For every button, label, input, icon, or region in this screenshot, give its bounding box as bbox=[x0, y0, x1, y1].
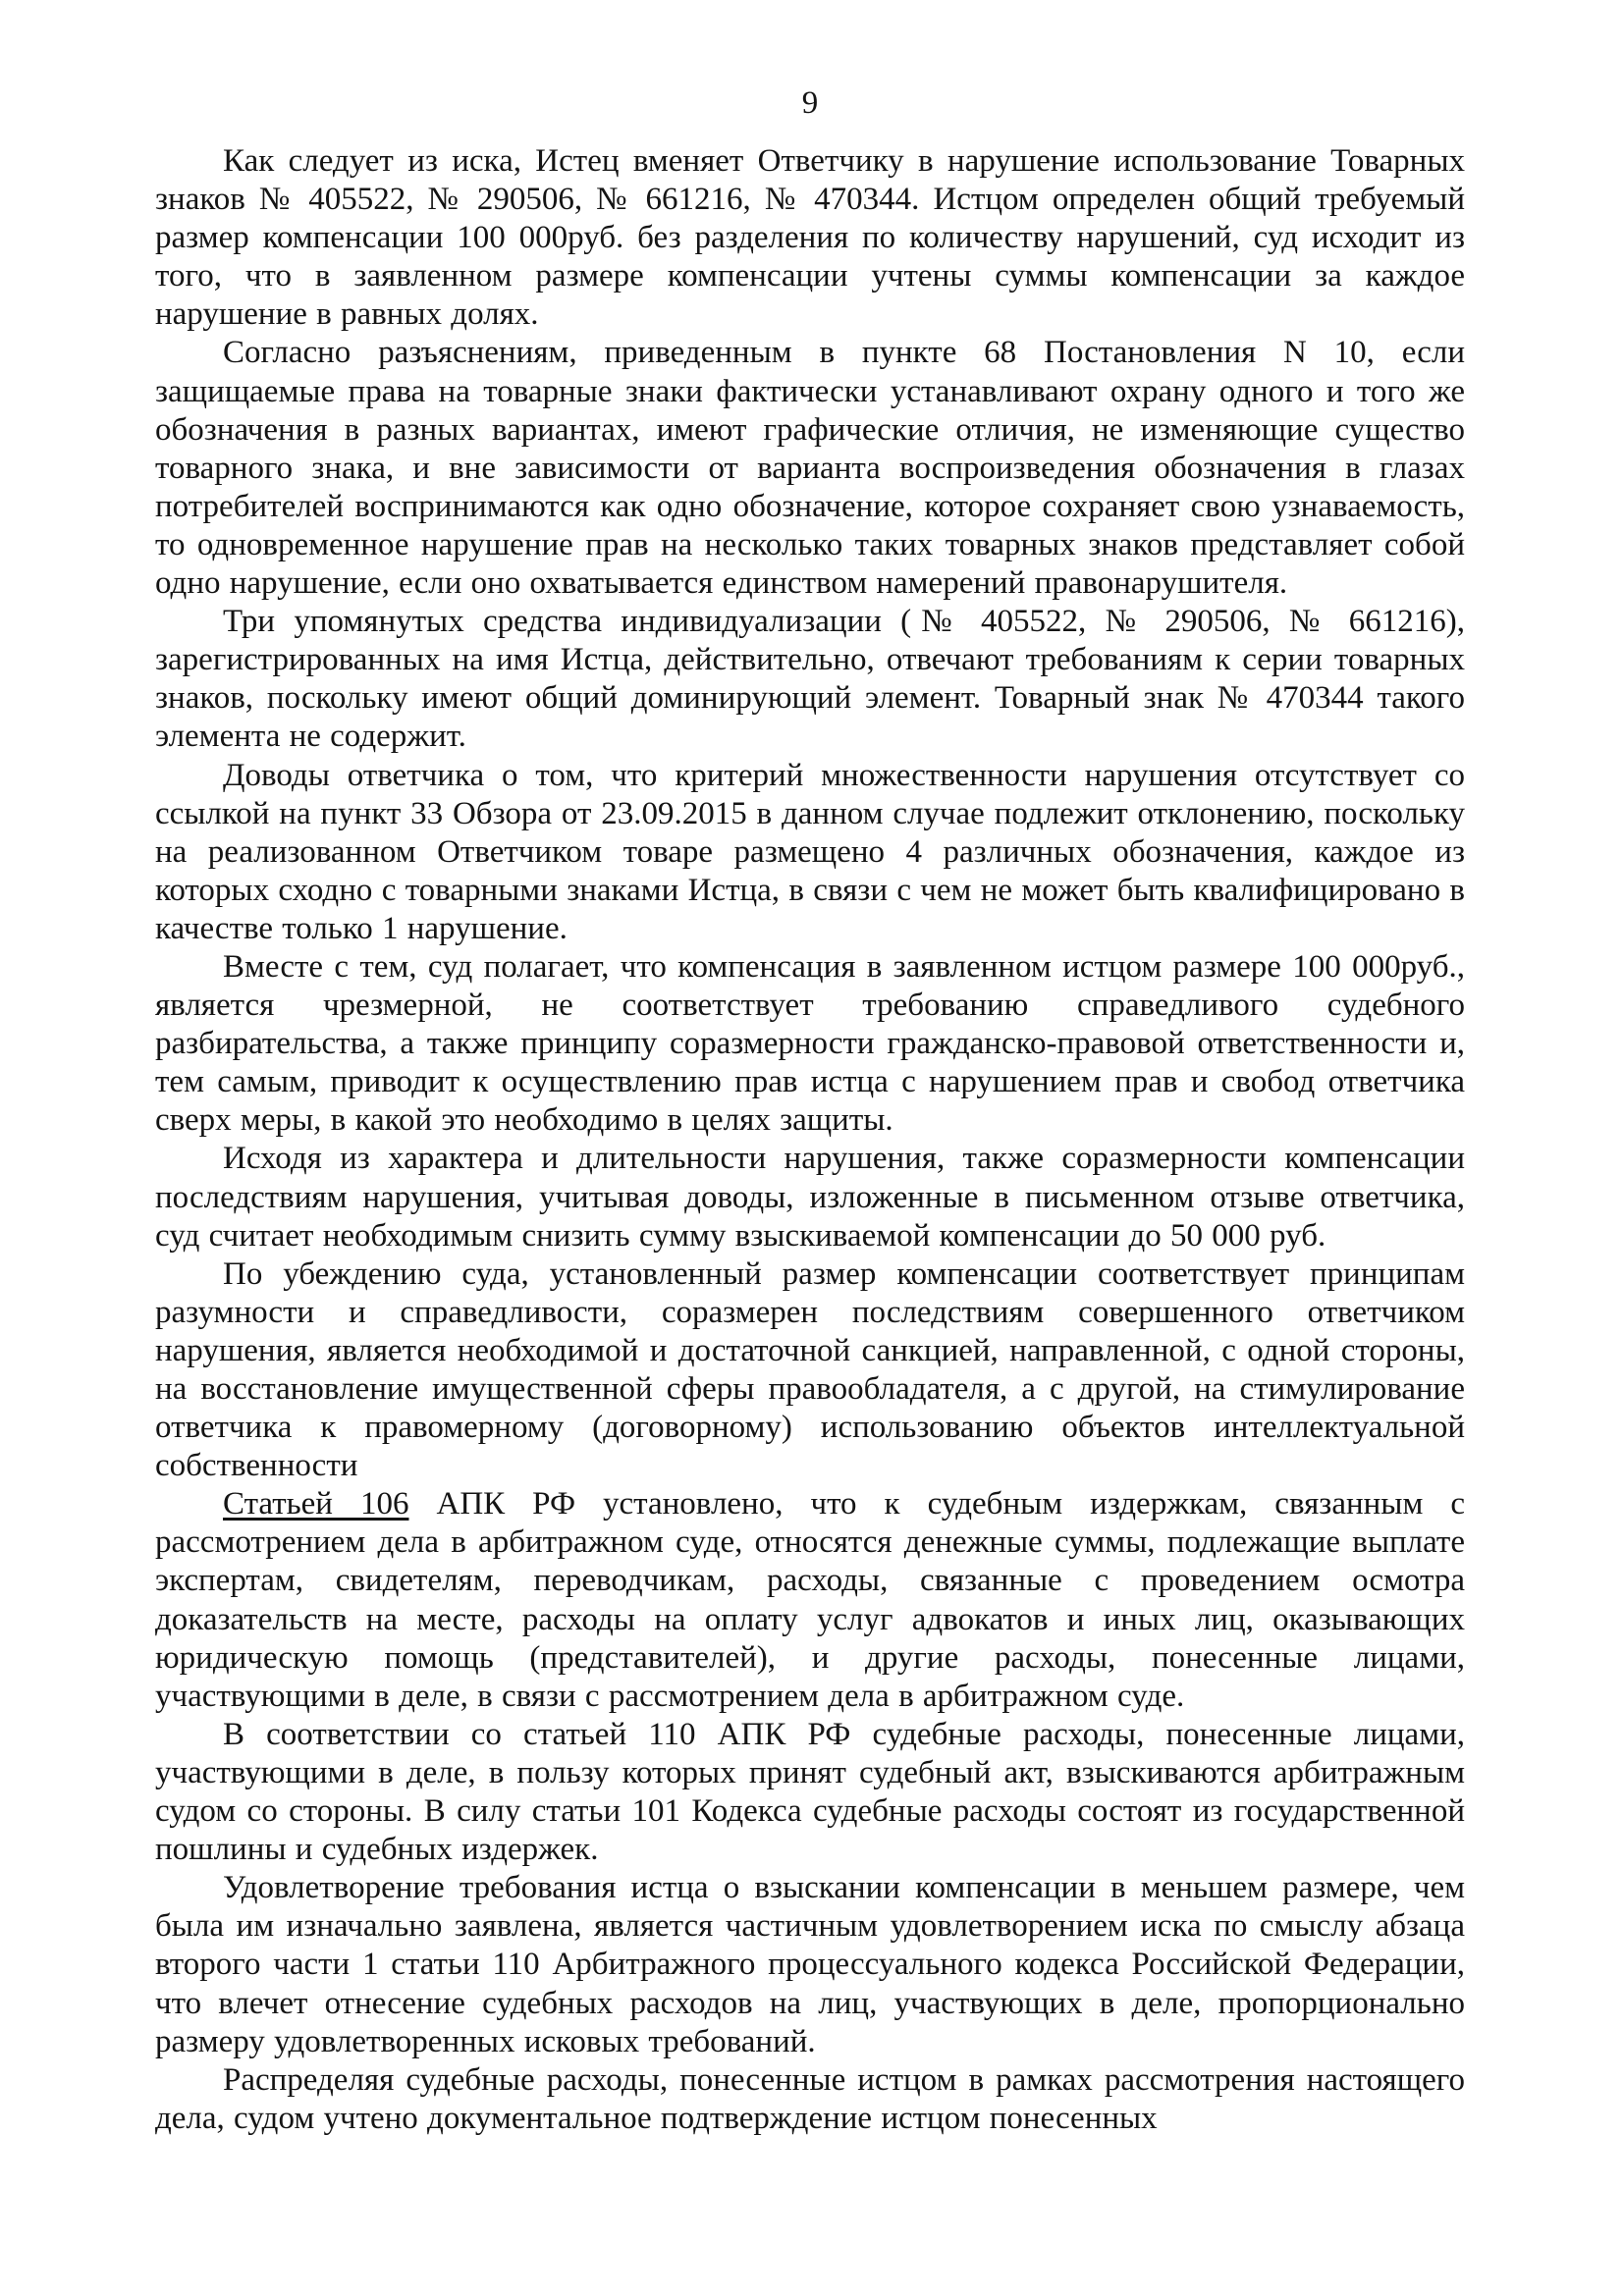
page-number: 9 bbox=[801, 85, 819, 121]
paragraph: В соответствии со статьей 110 АПК РФ судебные расходы, понесенные лицами, участвующими в деле, в пользу которых принят судебный акт, взыскиваются арбитражным судом со стороны. В силу статьи 101 Кодекса судебные расходы состоят из государственной пошлины и судебных издержек. bbox=[155, 1716, 1465, 1868]
paragraph: Распределяя судебные расходы, понесенные истцом в рамках рассмотрения настоящего дела, судом учтено документальное подтверждение истцом понесенных bbox=[155, 2061, 1465, 2136]
paragraph: По убеждению суда, установленный размер компенсации соответствует принципам разумности и справедливости, соразмерен последствиям совершенного ответчиком нарушения, является необходимой и достаточной санкцией, направленной, с одной стороны, на восстановление имущественной сферы правообладателя, а с другой, на стимулирование ответчика к правомерному (договорному) использованию объектов интеллектуальной собственности bbox=[155, 1255, 1465, 1484]
paragraph: Согласно разъяснениям, приведенным в пункте 68 Постановления N 10, если защищаемые права на товарные знаки фактически устанавливают охрану одного и того же обозначения в разных вариантах, имеют графические отличия, не изменяющие существо товарного знака, и вне зависимости от варианта воспроизведения обозначения в глазах потребителей воспринимаются как одно обозначение, которое сохраняет свою узнаваемость, то одновременное нарушение прав на несколько таких товарных знаков представляет собой одно нарушение, если оно охватывается единством намерений правонарушителя. bbox=[155, 335, 1465, 602]
paragraph: Удовлетворение требования истца о взыскании компенсации в меньшем размере, чем была им изначально заявлена, является частичным удовлетворением иска по смыслу абзаца второго части 1 статьи 110 Арбитражного процессуального кодекса Российской Федерации, что влечет отнесение судебных расходов на лиц, участвующих в деле, пропорционально размеру удовлетворенных исковых требований. bbox=[155, 1870, 1465, 2059]
paragraph: Доводы ответчика о том, что критерий множественности нарушения отсутствует со ссылкой на пункт 33 Обзора от 23.09.2015 в данном случае подлежит отклонению, поскольку на реализованном Ответчиком товаре размещено 4 различных обозначения, каждое из которых сходно с товарными знаками Истца, в связи с чем не может быть квалифицировано в качестве только 1 нарушение. bbox=[155, 757, 1465, 946]
statute-reference-underlined: Статьей 106 bbox=[223, 1486, 409, 1522]
paragraph-statute-106 bbox=[155, 1485, 1465, 1716]
paragraph-text: АПК РФ установлено, что к судебным издержкам, связанным с рассмотрением дела в арбитражном суде, относятся денежные суммы, подлежащие выплате экспертам, свидетелям, переводчикам, расходы, связанные с проведением осмотра доказательств на месте, расходы на оплату услуг адвокатов и иных лиц, оказывающих юридическую помощь (представителей), и другие расходы, понесенные лицами, участвующими в деле, в связи с рассмотрением дела в арбитражном суде. bbox=[155, 1486, 1465, 1714]
paragraph: Три упомянутых средства индивидуализации (№ 405522, № 290506, № 661216), зарегистрированных на имя Истца, действительно, отвечают требованиям к серии товарных знаков, поскольку имеют общий доминирующий элемент. Товарный знак № 470344 такого элемента не содержит. bbox=[155, 604, 1465, 755]
paragraph: Как следует из иска, Истец вменяет Ответчику в нарушение использование Товарных знаков № 405522, № 290506, № 661216, № 470344. Истцом определен общий требуемый размер компенсации 100 000руб. без разделения по количеству нарушений, суд исходит из того, что в заявленном размере компенсации учтены суммы компенсации за каждое нарушение в равных долях. bbox=[155, 143, 1465, 333]
document-text-block bbox=[155, 84, 1465, 2138]
paragraph: Исходя из характера и длительности нарушения, также соразмерности компенсации последствиям нарушения, учитывая доводы, изложенные в письменном отзыве ответчика, суд считает необходимым снизить сумму взыскиваемой компенсации до 50 000 руб. bbox=[155, 1141, 1465, 1254]
paragraph: Вместе с тем, суд полагает, что компенсация в заявленном истцом размере 100 000руб., является чрезмерной, не соответствует требованию справедливого судебного разбирательства, а также принципу соразмерности гражданско-правовой ответственности и, тем самым, приводит к осуществлению прав истца с нарушением прав и свобод ответчика сверх меры, в какой это необходимо в целях защиты. bbox=[155, 948, 1465, 1139]
